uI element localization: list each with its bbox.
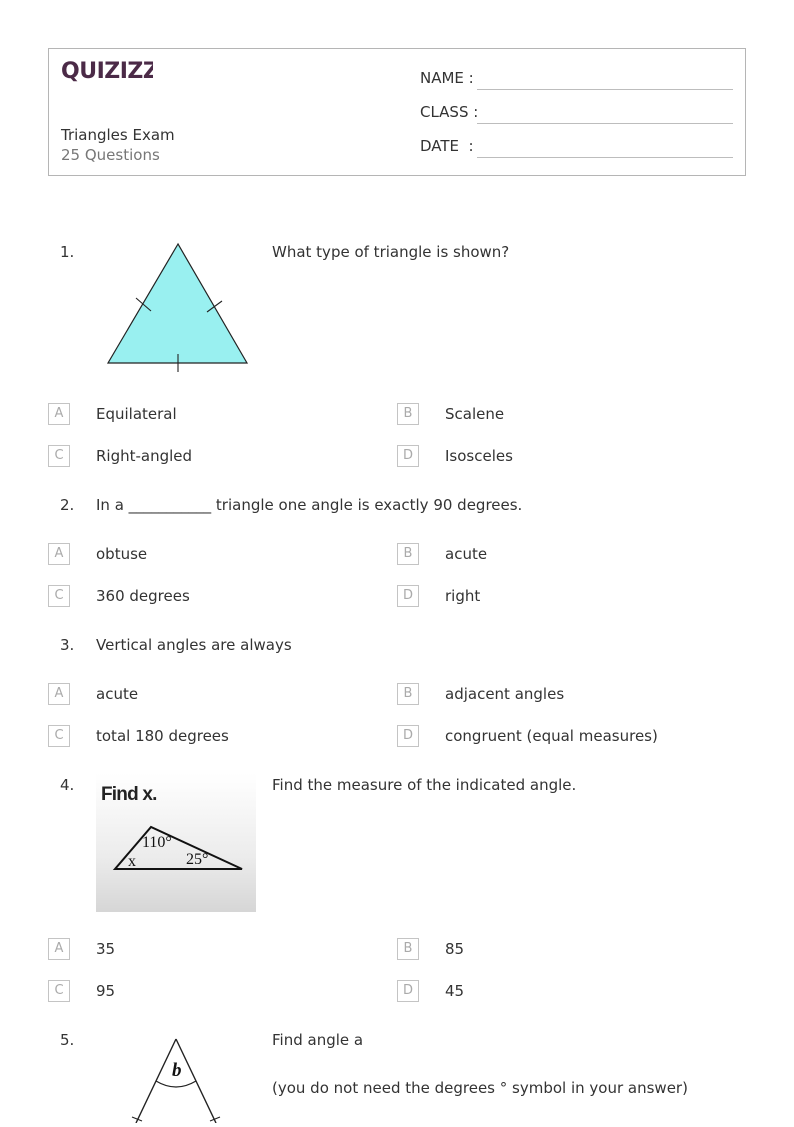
question-number: 1. bbox=[60, 243, 75, 261]
class-field[interactable] bbox=[477, 123, 733, 124]
option-text[interactable]: 95 bbox=[96, 982, 116, 1000]
option-text[interactable]: obtuse bbox=[96, 545, 148, 563]
isosceles-triangle-image bbox=[104, 236, 254, 382]
date-label: DATE : bbox=[420, 137, 474, 155]
option-letter-box[interactable]: C bbox=[48, 445, 70, 467]
option-text[interactable]: 35 bbox=[96, 940, 116, 958]
option-letter-box[interactable]: B bbox=[397, 938, 419, 960]
question-number: 3. bbox=[60, 636, 75, 654]
question-text: Find the measure of the indicated angle. bbox=[272, 776, 577, 794]
option-letter-box[interactable]: A bbox=[48, 938, 70, 960]
class-label: CLASS : bbox=[420, 103, 479, 121]
option-text[interactable]: Scalene bbox=[445, 405, 505, 423]
option-letter-box[interactable]: D bbox=[397, 980, 419, 1002]
option-letter-box[interactable]: B bbox=[397, 543, 419, 565]
option-letter-box[interactable]: A bbox=[48, 543, 70, 565]
question-number: 4. bbox=[60, 776, 75, 794]
exam-title: Triangles Exam bbox=[61, 126, 175, 144]
option-text[interactable]: Isosceles bbox=[445, 447, 513, 465]
question-number: 5. bbox=[60, 1031, 75, 1049]
question-text: What type of triangle is shown? bbox=[272, 243, 510, 261]
question-text: In a ___________ triangle one angle is exactly 90 degrees. bbox=[96, 496, 523, 514]
question-count: 25 Questions bbox=[61, 146, 160, 164]
option-letter-box[interactable]: D bbox=[397, 445, 419, 467]
quizizz-logo bbox=[61, 56, 153, 86]
name-field[interactable] bbox=[477, 89, 733, 90]
question-number: 2. bbox=[60, 496, 75, 514]
option-text[interactable]: acute bbox=[445, 545, 488, 563]
option-letter-box[interactable]: C bbox=[48, 585, 70, 607]
option-text[interactable]: right bbox=[445, 587, 481, 605]
option-letter-box[interactable]: A bbox=[48, 403, 70, 425]
option-letter-box[interactable]: C bbox=[48, 980, 70, 1002]
option-letter-box[interactable]: C bbox=[48, 725, 70, 747]
option-letter-box[interactable]: A bbox=[48, 683, 70, 705]
option-letter-box[interactable]: D bbox=[397, 585, 419, 607]
option-text[interactable]: 360 degrees bbox=[96, 587, 190, 605]
option-letter-box[interactable]: B bbox=[397, 683, 419, 705]
option-text[interactable]: Right-angled bbox=[96, 447, 193, 465]
find-x-triangle-image bbox=[96, 773, 256, 912]
option-text[interactable]: 85 bbox=[445, 940, 465, 958]
svg-text:b: b bbox=[172, 1060, 182, 1081]
question-note: (you do not need the degrees ° symbol in your answer) bbox=[272, 1079, 688, 1097]
option-letter-box[interactable]: B bbox=[397, 403, 419, 425]
name-label: NAME : bbox=[420, 69, 474, 87]
angle-b-image bbox=[124, 1033, 228, 1127]
svg-text:x: x bbox=[128, 853, 136, 870]
option-text[interactable]: Equilateral bbox=[96, 405, 177, 423]
date-field[interactable] bbox=[477, 157, 733, 158]
svg-text:Find x.: Find x. bbox=[101, 784, 157, 805]
option-text[interactable]: congruent (equal measures) bbox=[445, 727, 658, 745]
svg-text:110°: 110° bbox=[142, 834, 172, 851]
option-text[interactable]: adjacent angles bbox=[445, 685, 565, 703]
svg-text:QUIZIZZ: QUIZIZZ bbox=[61, 59, 153, 82]
option-text[interactable]: acute bbox=[96, 685, 139, 703]
svg-text:25°: 25° bbox=[186, 851, 209, 868]
option-text[interactable]: total 180 degrees bbox=[96, 727, 229, 745]
question-text: Find angle a bbox=[272, 1031, 364, 1049]
option-letter-box[interactable]: D bbox=[397, 725, 419, 747]
option-text[interactable]: 45 bbox=[445, 982, 465, 1000]
question-text: Vertical angles are always bbox=[96, 636, 292, 654]
